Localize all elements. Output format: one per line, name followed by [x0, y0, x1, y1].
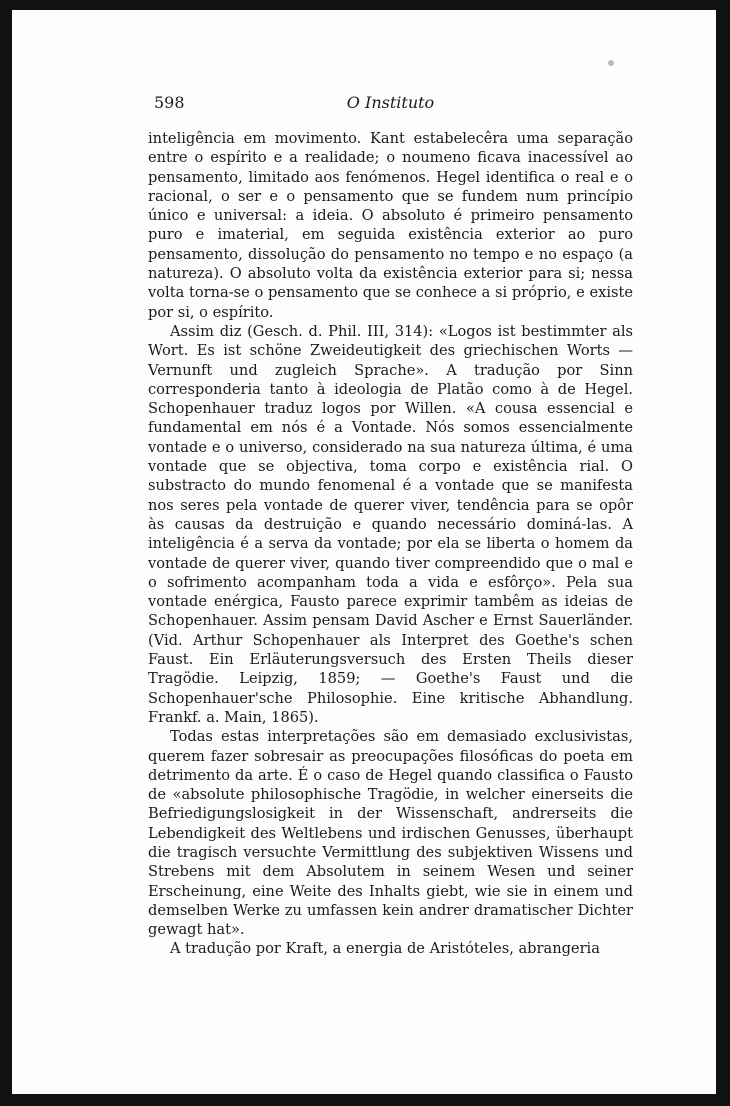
paragraph: Todas estas interpretações são em demasiado exclusivistas, querem fazer sobresair as preocupações filosóficas do poeta em detrimento da arte. É o caso de Hegel quando classifica o Fausto de «absolute philosophische Tragödie, in welcher einerseits die Befriedigungslosigkeit in der Wissenschaft, andrerseits die Lebendigkeit des Weltlebens und irdischen Genusses, überhaupt die tragisch versuchte Vermittlung des subjektiven Wissens und Strebens mit dem Absolutem in seinem Wesen und seiner Erscheinung, eine Weite des Inhalts giebt, wie sie in einem und demselben Werke zu umfassen kein andrer dramatischer Dichter gewagt hat».	[148, 728, 633, 939]
body-text	[148, 129, 633, 959]
paragraph-continued: inteligência em movimento. Kant estabelecêra uma separação entre o espírito e a realidade; o noumeno ficava inacessível ao pensamento, limitado aos fenómenos. Hegel identifica o real e o racional, o ser e o pensamento que se fundem num princípio único e universal: a ideia. O absoluto é primeiro pensamento puro e imaterial, em seguida existência exterior ao puro pensamento, dissolução do pensamento no tempo e no espaço (a natureza). O absoluto volta da existência exterior para si; nessa volta torna-se o pensamento que se conhece a si próprio, e existe por si, o espírito.	[148, 130, 633, 321]
dust-speck	[608, 60, 614, 66]
page-header	[148, 93, 633, 119]
paragraph: Assim diz (Gesch. d. Phil. III, 314): «Logos ist bestimmter als Wort. Es ist schöne Zweideutigkeit des griechischen Worts — Vernunft und zugleich Sprache». A tradução por Sinn corresponderia tanto à ideologia de Platão como à de Hegel. Schopenhauer traduz logos por Willen. «A cousa essencial e fundamental em nós é a Vontade. Nós somos essencialmente vontade e o universo, considerado na sua natureza última, é uma vontade que se objectiva, toma corpo e existência rial. O substracto do mundo fenomenal é a vontade que se manifesta nos seres pela vontade de querer viver, tendência para se opôr às causas da destruição e quando necessário dominá-las. A inteligência é a serva da vontade; por ela se liberta o homem da vontade de querer viver, quando tiver compreendido que o mal e o sofrimento acompanham toda a vida e esfôrço». Pela sua vontade enérgica, Fausto parece exprimir tambêm as ideias de Schopenhauer. Assim pensam David Ascher e Ernst Sauerländer. (Vid. Arthur Schopenhauer als Interpret des Goethe's schen Faust. Ein Erläuterungsversuch des Ersten Theils dieser Tragödie. Leipzig, 1859; — Goethe's Faust und die Schopenhauer'sche Philosophie. Eine kritische Abhandlung. Frankf. a. Main, 1865).	[148, 322, 633, 726]
page-number: 598	[154, 93, 185, 112]
book-page	[148, 93, 633, 959]
paragraph-last: A tradução por Kraft, a energia de Aristóteles, abrangeria	[170, 940, 600, 958]
running-title: O Instituto	[346, 93, 435, 112]
